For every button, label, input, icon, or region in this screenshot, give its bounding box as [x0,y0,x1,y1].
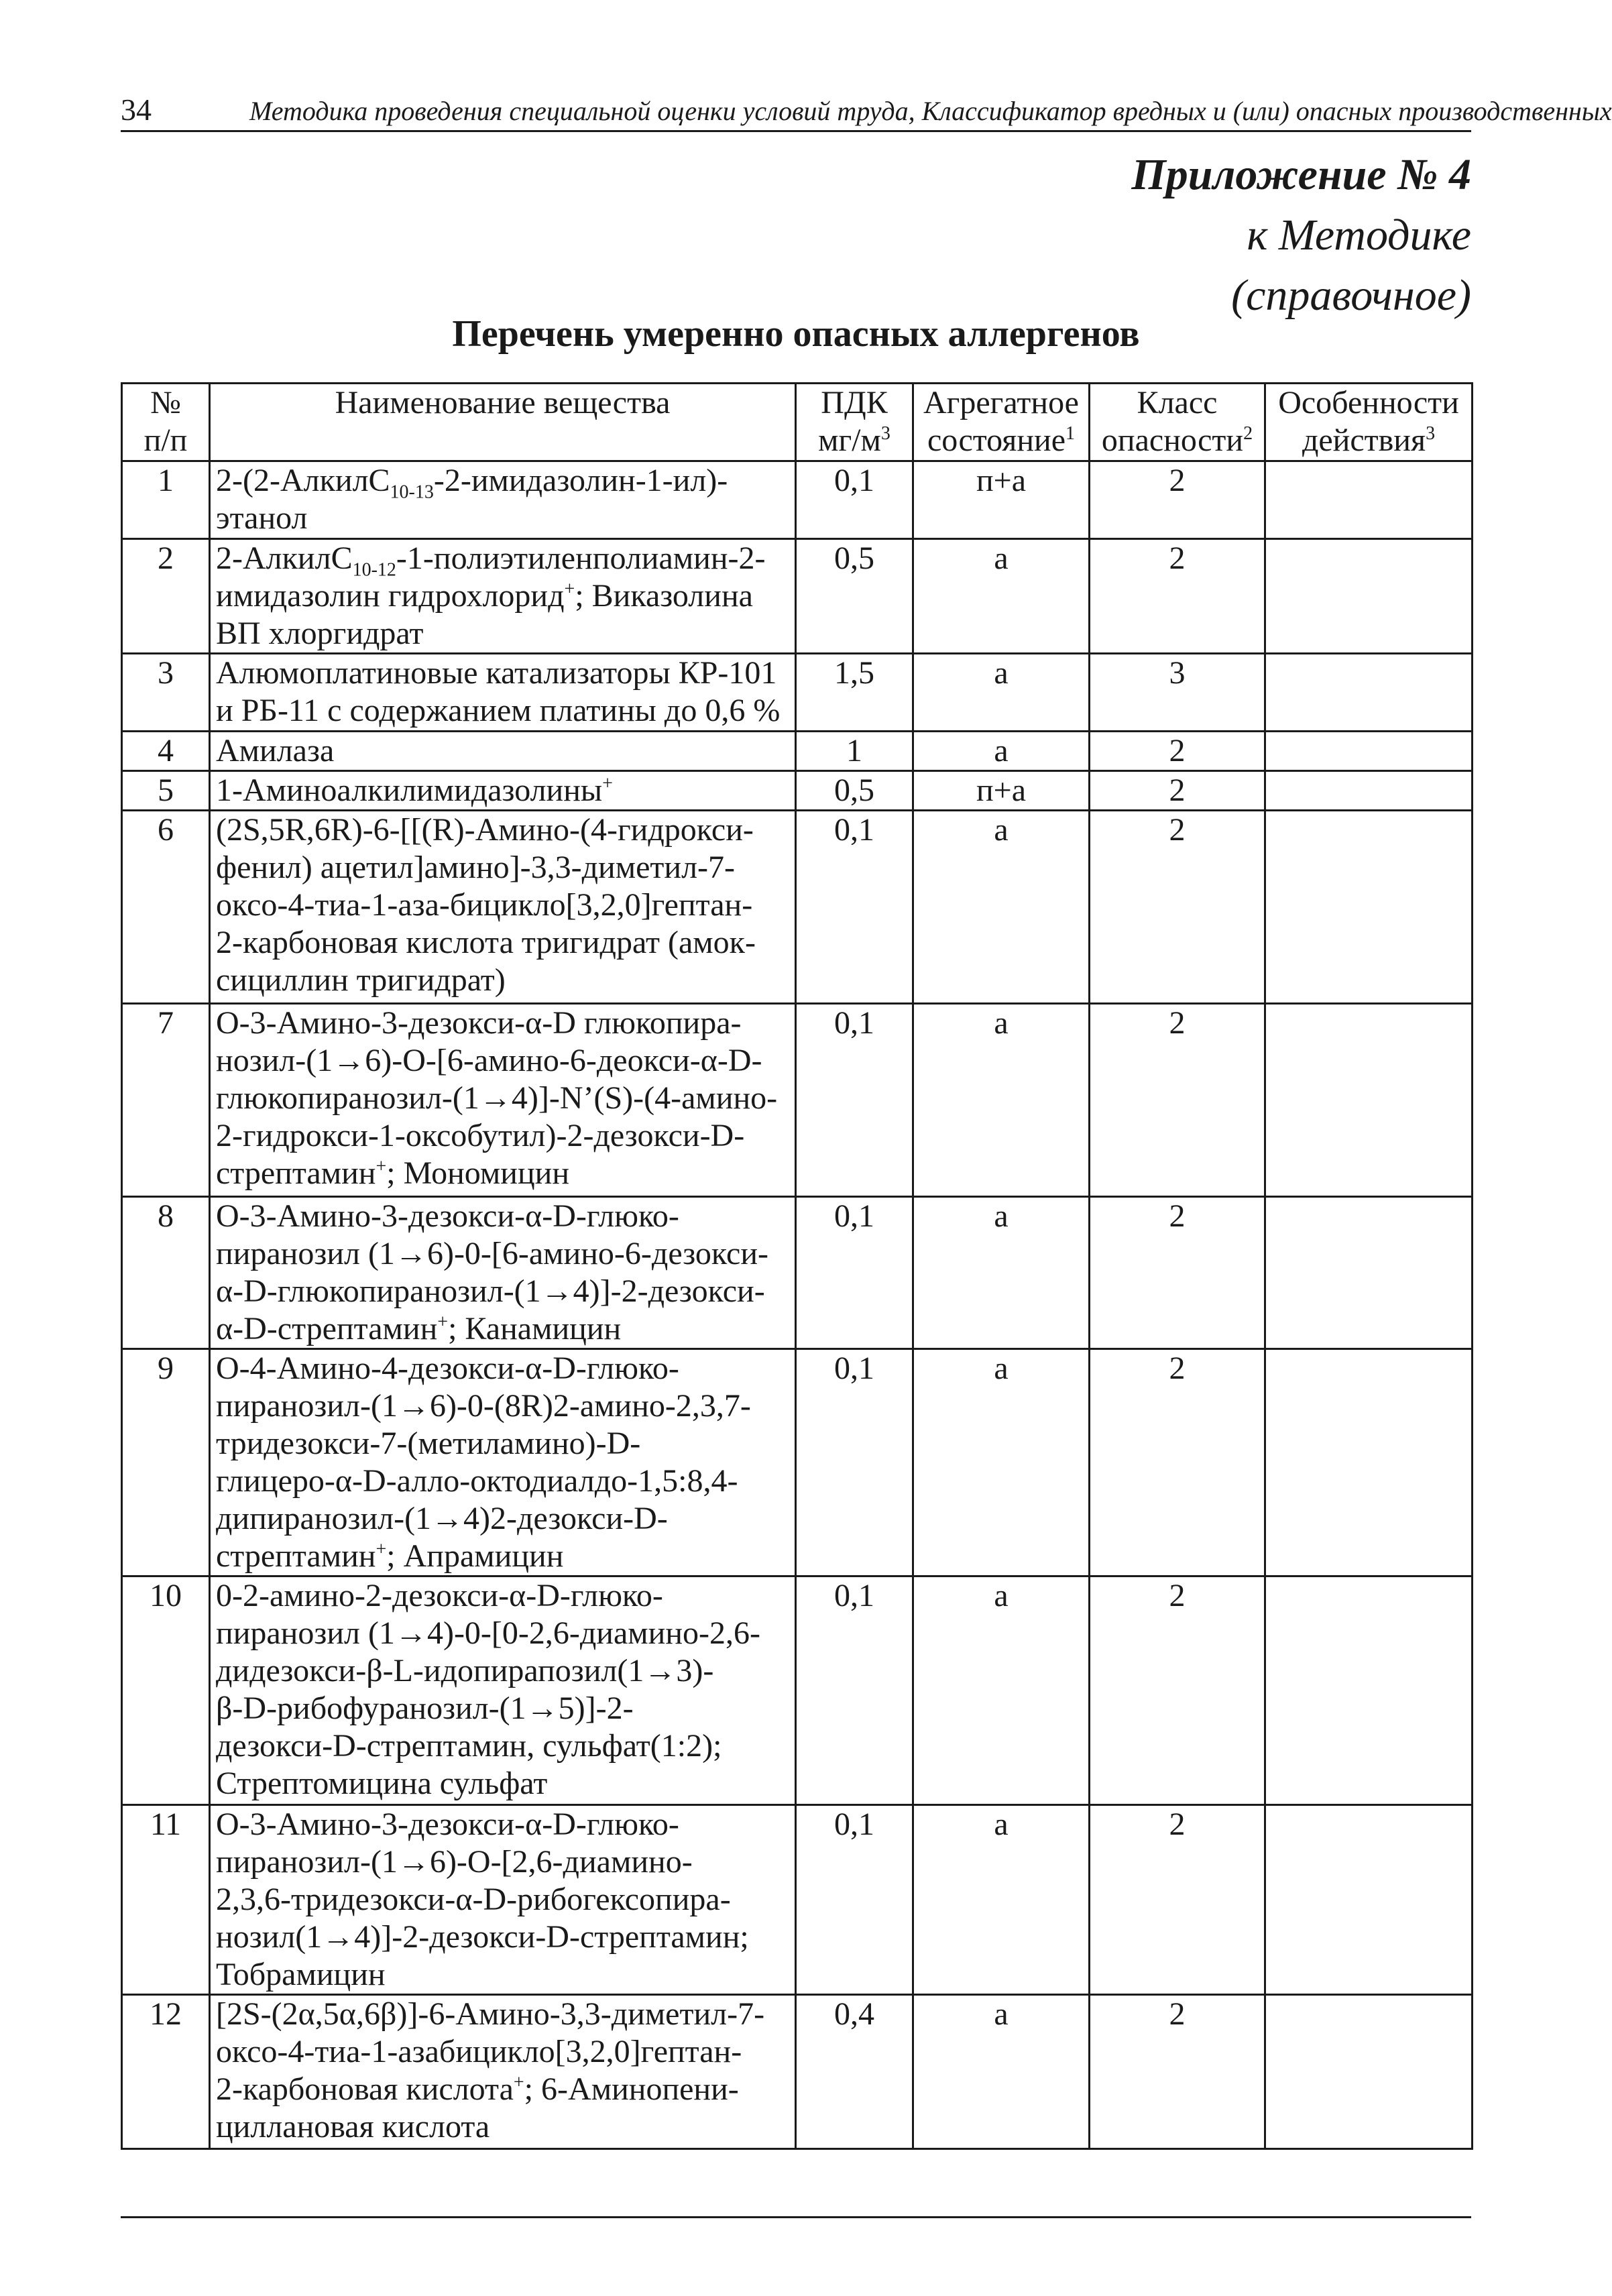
aggregate-state: а [913,1004,1090,1197]
footer-rule [121,2216,1471,2218]
superscript: + [376,1539,387,1560]
header-class-sup: 2 [1243,423,1253,444]
hazard-class: 2 [1090,1805,1265,1995]
header-name [210,384,796,461]
substance-name-text: О-3-Амино-3-дезокси-α-D-глюко- [216,1806,679,1842]
hazard-class: 2 [1090,1349,1265,1576]
header-pdk [796,384,913,461]
substance-name-text: ; Виказолина [575,578,753,614]
substance-name-line [216,500,789,537]
substance-name-text: пиранозил-(1→6)-О-[2,6-диамино- [216,1844,693,1880]
substance-name [210,1349,796,1576]
header-feature [1265,384,1473,461]
substance-name-text: тридезокси-7-(метиламино)-D- [216,1426,641,1461]
hazard-class: 2 [1090,1576,1265,1805]
table-body [122,461,1473,2149]
row-number: 5 [122,771,210,811]
table-row [122,1349,1473,1576]
row-number: 12 [122,1995,210,2149]
substance-name-text: дезокси-D-стрептамин, сульфат(1:2); [216,1728,722,1764]
substance-name-line [216,1538,789,1575]
substance-name-text: 2-гидрокси-1-оксобутил)-2-дезокси-D- [216,1118,745,1153]
substance-name-line [216,1652,789,1690]
header-state-sup: 1 [1066,423,1075,444]
substance-name-text: О-3-Амино-3-дезокси-α-D глюкопира- [216,1005,742,1041]
hazard-class: 2 [1090,539,1265,654]
substance-name [210,654,796,732]
substance-name-text: глицеро-α-D-алло-октодиалдо-1,5:8,4- [216,1463,738,1499]
substance-name-line [216,1690,789,1727]
substance-name-line [216,1005,789,1042]
substance-name-text: Тобрамицин [216,1957,386,1992]
row-number: 6 [122,811,210,1004]
header-pdk-sup: 3 [880,423,890,444]
header-feature-line2: действия [1302,422,1426,458]
substance-name [210,1995,796,2149]
substance-name-text: дипиранозил-(1→4)2-дезокси-D- [216,1501,668,1536]
substance-name-line [216,1425,789,1462]
substance-name-line [216,2071,789,2108]
substance-name-line [216,1273,789,1310]
substance-name-line [216,692,789,730]
row-number: 11 [122,1805,210,1995]
substance-name-text: О-3-Амино-3-дезокси-α-D-глюко- [216,1198,679,1234]
pdk-value: 0,1 [796,1349,913,1576]
hazard-class: 2 [1090,811,1265,1004]
substance-name-text: пиранозил (1→4)-0-[0-2,6-диамино-2,6- [216,1615,760,1651]
header-num-line2: п/п [143,422,188,458]
substance-name-text: нозил-(1→6)-О-[6-амино-6-деокси-α-D- [216,1043,762,1078]
pdk-value: 0,1 [796,1576,913,1805]
aggregate-state: а [913,1197,1090,1349]
substance-name [210,1197,796,1349]
substance-name-line [216,1500,789,1538]
table-row [122,771,1473,811]
aggregate-state: а [913,1805,1090,1995]
header-name-label: Наименование вещества [335,385,671,420]
row-number: 3 [122,654,210,732]
substance-name-text: оксо-4-тиа-1-аза-бицикло[3,2,0]гептан- [216,887,753,923]
row-number: 8 [122,1197,210,1349]
appendix-status: (справочное) [1231,271,1471,320]
row-number: 10 [122,1576,210,1805]
aggregate-state: а [913,732,1090,771]
substance-name-text: [2S-(2α,5α,6β)]-6-Амино-3,3-диметил-7- [216,1996,765,2032]
hazard-class: 2 [1090,732,1265,771]
substance-name-line [216,1615,789,1652]
table-row [122,539,1473,654]
page-number: 34 [121,93,152,127]
table-row [122,1805,1473,1995]
header-rule [121,130,1471,132]
action-feature [1265,732,1473,771]
aggregate-state: а [913,654,1090,732]
row-number: 9 [122,1349,210,1576]
substance-name-line [216,654,789,692]
substance-name-line [216,1080,789,1117]
action-feature [1265,811,1473,1004]
superscript: + [602,773,613,794]
substance-name-text: ; Канамицин [448,1311,622,1346]
action-feature [1265,1995,1473,2149]
hazard-class: 2 [1090,1004,1265,1197]
substance-name-text: ; 6-Аминопени- [524,2071,739,2107]
substance-name [210,732,796,771]
substance-name-line [216,962,789,999]
superscript: + [376,1156,387,1177]
substance-name-line [216,1117,789,1155]
document-title: Перечень умеренно опасных аллергенов [452,313,1140,355]
substance-name-line [216,886,789,924]
aggregate-state: а [913,1995,1090,2149]
action-feature [1265,1805,1473,1995]
substance-name-text: и РБ-11 с содержанием платины до 0,6 % [216,693,781,728]
substance-name-text: α-D-стрептамин [216,1311,438,1346]
table-row [122,461,1473,539]
substance-name-text: ; Апрамицин [386,1538,564,1574]
hazard-class: 2 [1090,461,1265,539]
substance-name-line [216,1727,789,1765]
aggregate-state: а [913,1576,1090,1805]
appendix-number: Приложение № 4 [1131,150,1471,199]
substance-name-text: О-4-Амино-4-дезокси-α-D-глюко- [216,1351,679,1386]
hazard-class: 2 [1090,1197,1265,1349]
subscript: 10-13 [390,481,434,503]
table-row [122,654,1473,732]
substance-name-text: ВП хлоргидрат [216,616,424,651]
substance-name-line [216,1996,789,2033]
substance-name-text: 2-карбоновая кислота [216,2071,514,2107]
substance-name-line [216,1918,789,1956]
substance-name-line [216,1155,789,1192]
pdk-value: 0,1 [796,811,913,1004]
substance-name-text: 2-карбоновая кислота тригидрат (амок- [216,925,756,960]
substance-name-line [216,849,789,886]
substance-name-text: оксо-4-тиа-1-азабицикло[3,2,0]гептан- [216,2034,742,2069]
substance-name-text: нозил(1→4)]-2-дезокси-D-стрептамин; [216,1919,749,1955]
substance-name-line [216,772,789,809]
allergens-table [121,382,1473,2150]
substance-name-text: дидезокси-β-L-идопирапозил(1→3)- [216,1653,714,1688]
aggregate-state: п+а [913,461,1090,539]
aggregate-state: а [913,539,1090,654]
superscript: + [437,1312,449,1332]
substance-name-text: Амилаза [216,733,335,768]
table-row [122,1995,1473,2149]
table-row [122,1576,1473,1805]
substance-name-text: -2-имидазолин-1-ил)- [433,463,728,498]
action-feature [1265,1197,1473,1349]
substance-name-line [216,732,789,770]
header-state-line1: Агрегатное [923,385,1079,420]
substance-name-line [216,1462,789,1500]
substance-name-text: пиранозил (1→6)-0-[6-амино-6-дезокси- [216,1236,768,1271]
substance-name-text: ; Мономицин [386,1155,569,1191]
appendix-reference: к Методике [1247,211,1471,260]
pdk-value: 0,5 [796,539,913,654]
substance-name-text: 1-Аминоалкилимидазолины [216,772,603,808]
header-pdk-line1: ПДК [821,385,888,420]
action-feature [1265,1576,1473,1805]
substance-name-line [216,1956,789,1994]
action-feature [1265,771,1473,811]
hazard-class: 3 [1090,654,1265,732]
header-pdk-line2: мг/м [818,422,881,458]
substance-name-line [216,1765,789,1802]
action-feature [1265,1349,1473,1576]
row-number: 1 [122,461,210,539]
running-header: Методика проведения специальной оценки условий труда, Классификатор вредных и (или) опасных производственных [249,96,1612,126]
substance-name-line [216,1806,789,1843]
substance-name-text: β-D-рибофуранозил-(1→5)]-2- [216,1690,634,1726]
substance-name-text: 2-АлкилC [216,540,353,576]
table-row [122,732,1473,771]
header-class-line2: опасности [1101,422,1244,458]
substance-name-line [216,1577,789,1615]
header-state [913,384,1090,461]
header-feature-sup: 3 [1426,423,1436,444]
substance-name-text: 2-(2-АлкилC [216,463,390,498]
substance-name-line [216,811,789,849]
substance-name-text: стрептамин [216,1538,376,1574]
header-class-line1: Класс [1137,385,1218,420]
subscript: 10-12 [352,559,396,581]
table-row [122,811,1473,1004]
substance-name-text: этанол [216,500,308,536]
substance-name-text: 2,3,6-тридезокси-α-D-рибогексопира- [216,1882,731,1917]
substance-name-line [216,615,789,652]
substance-name-text: α-D-глюкопиранозил-(1→4)]-2-дезокси- [216,1273,765,1309]
action-feature [1265,654,1473,732]
substance-name-line [216,924,789,962]
row-number: 7 [122,1004,210,1197]
aggregate-state: п+а [913,771,1090,811]
substance-name [210,539,796,654]
pdk-value: 0,1 [796,461,913,539]
table-header-row [122,384,1473,461]
substance-name [210,1004,796,1197]
header-feature-line1: Особенности [1278,385,1459,420]
hazard-class: 2 [1090,1995,1265,2149]
row-number: 4 [122,732,210,771]
action-feature [1265,1004,1473,1197]
action-feature [1265,461,1473,539]
substance-name-line [216,1843,789,1881]
substance-name-text: глюкопиранозил-(1→4)]-N’(S)-(4-амино- [216,1080,778,1116]
substance-name-line [216,1310,789,1348]
substance-name-text: -1-полиэтиленполиамин-2- [396,540,766,576]
pdk-value: 0,1 [796,1805,913,1995]
pdk-value: 0,1 [796,1197,913,1349]
substance-name-line [216,577,789,615]
header-class [1090,384,1265,461]
pdk-value: 1,5 [796,654,913,732]
pdk-value: 1 [796,732,913,771]
substance-name-line [216,540,789,581]
substance-name [210,1576,796,1805]
substance-name-text: 0-2-амино-2-дезокси-α-D-глюко- [216,1578,663,1613]
substance-name-text: циллановая кислота [216,2109,490,2144]
substance-name-line [216,2033,789,2071]
substance-name-line [216,1235,789,1273]
pdk-value: 0,4 [796,1995,913,2149]
superscript: + [564,579,575,599]
aggregate-state: а [913,811,1090,1004]
substance-name-text: фенил) ацетил]амино]-3,3-диметил-7- [216,850,735,885]
header-state-line2: состояние [927,422,1066,458]
table-row [122,1197,1473,1349]
hazard-class: 2 [1090,771,1265,811]
superscript: + [513,2072,524,2093]
substance-name-line [216,1198,789,1235]
substance-name-text: имидазолин гидрохлорид [216,578,565,614]
aggregate-state: а [913,1349,1090,1576]
substance-name-line [216,1042,789,1080]
substance-name [210,771,796,811]
substance-name [210,1805,796,1995]
substance-name-line [216,462,789,503]
substance-name-text: Алюмоплатиновые катализаторы КР-101 [216,655,777,691]
substance-name-text: Стрептомицина сульфат [216,1766,548,1801]
substance-name-line [216,1387,789,1425]
substance-name-line [216,1350,789,1387]
row-number: 2 [122,539,210,654]
substance-name-text: стрептамин [216,1155,376,1191]
substance-name-line [216,1881,789,1918]
header-num-line1: № [150,385,181,420]
substance-name-text: сициллин тригидрат) [216,962,506,998]
table-row [122,1004,1473,1197]
action-feature [1265,539,1473,654]
pdk-value: 0,5 [796,771,913,811]
pdk-value: 0,1 [796,1004,913,1197]
substance-name-text: (2S,5R,6R)-6-[[(R)-Амино-(4-гидрокси- [216,812,754,848]
substance-name-text: пиранозил-(1→6)-0-(8R)2-амино-2,3,7- [216,1388,751,1424]
substance-name-line [216,2108,789,2146]
substance-name [210,461,796,539]
substance-name [210,811,796,1004]
header-num [122,384,210,461]
